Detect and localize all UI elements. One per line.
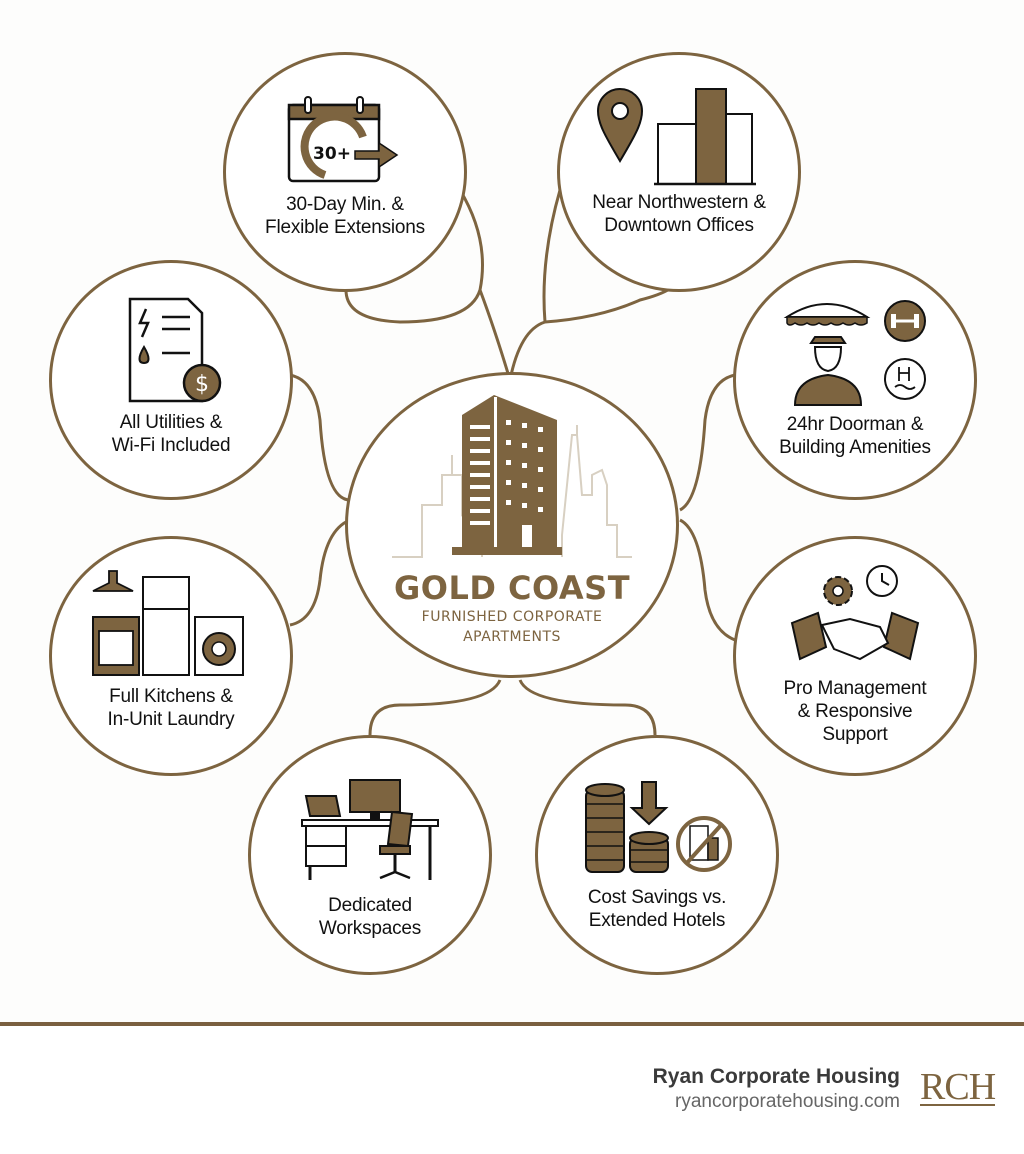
node-management — [733, 536, 977, 776]
node-label: Cost Savings vs. Extended Hotels — [587, 887, 727, 931]
node-kitchen — [49, 536, 293, 776]
company-url[interactable]: ryancorporatehousing.com — [675, 1091, 900, 1112]
node-utilities — [49, 260, 293, 500]
node-label: Dedicated Workspaces — [318, 895, 422, 939]
center-hub — [345, 372, 679, 678]
map-pin-buildings-icon — [594, 79, 764, 189]
svg-text:$: $ — [195, 372, 209, 397]
utility-bill-icon — [116, 295, 226, 405]
company-brand — [653, 1065, 900, 1113]
coins-no-hotel-icon — [582, 778, 732, 878]
node-savings — [535, 735, 779, 975]
skyscraper-skyline-icon — [382, 375, 642, 565]
calendar-30-plus-icon — [285, 95, 405, 185]
node-doorman — [733, 260, 977, 500]
node-label: 24hr Doorman & Building Amenities — [779, 414, 931, 458]
node-workspace — [248, 735, 492, 975]
company-name: Ryan Corporate Housing — [652, 1065, 900, 1088]
handshake-gear-clock-icon — [790, 563, 920, 673]
center-title: GOLD COAST — [393, 569, 631, 607]
appliances-icon — [91, 569, 251, 679]
node-label: Pro Management & Responsive Support — [783, 678, 927, 745]
node-minimum-stay — [223, 52, 467, 292]
node-location — [557, 52, 801, 292]
node-label: Full Kitchens & In-Unit Laundry — [107, 686, 235, 730]
desk-computer-icon — [300, 776, 440, 886]
center-subtitle: FURNISHED CORPORATE APARTMENTS — [421, 609, 603, 645]
svg-text:30+: 30+ — [313, 144, 351, 164]
rch-logo: RCH — [920, 1066, 996, 1108]
node-label: All Utilities & Wi-Fi Included — [111, 412, 231, 456]
doorman-gym-pool-icon — [775, 299, 935, 409]
node-label: Near Northwestern & Downtown Offices — [592, 192, 766, 236]
footer-divider — [0, 1022, 1024, 1026]
node-label: 30-Day Min. & Flexible Extensions — [265, 194, 425, 238]
